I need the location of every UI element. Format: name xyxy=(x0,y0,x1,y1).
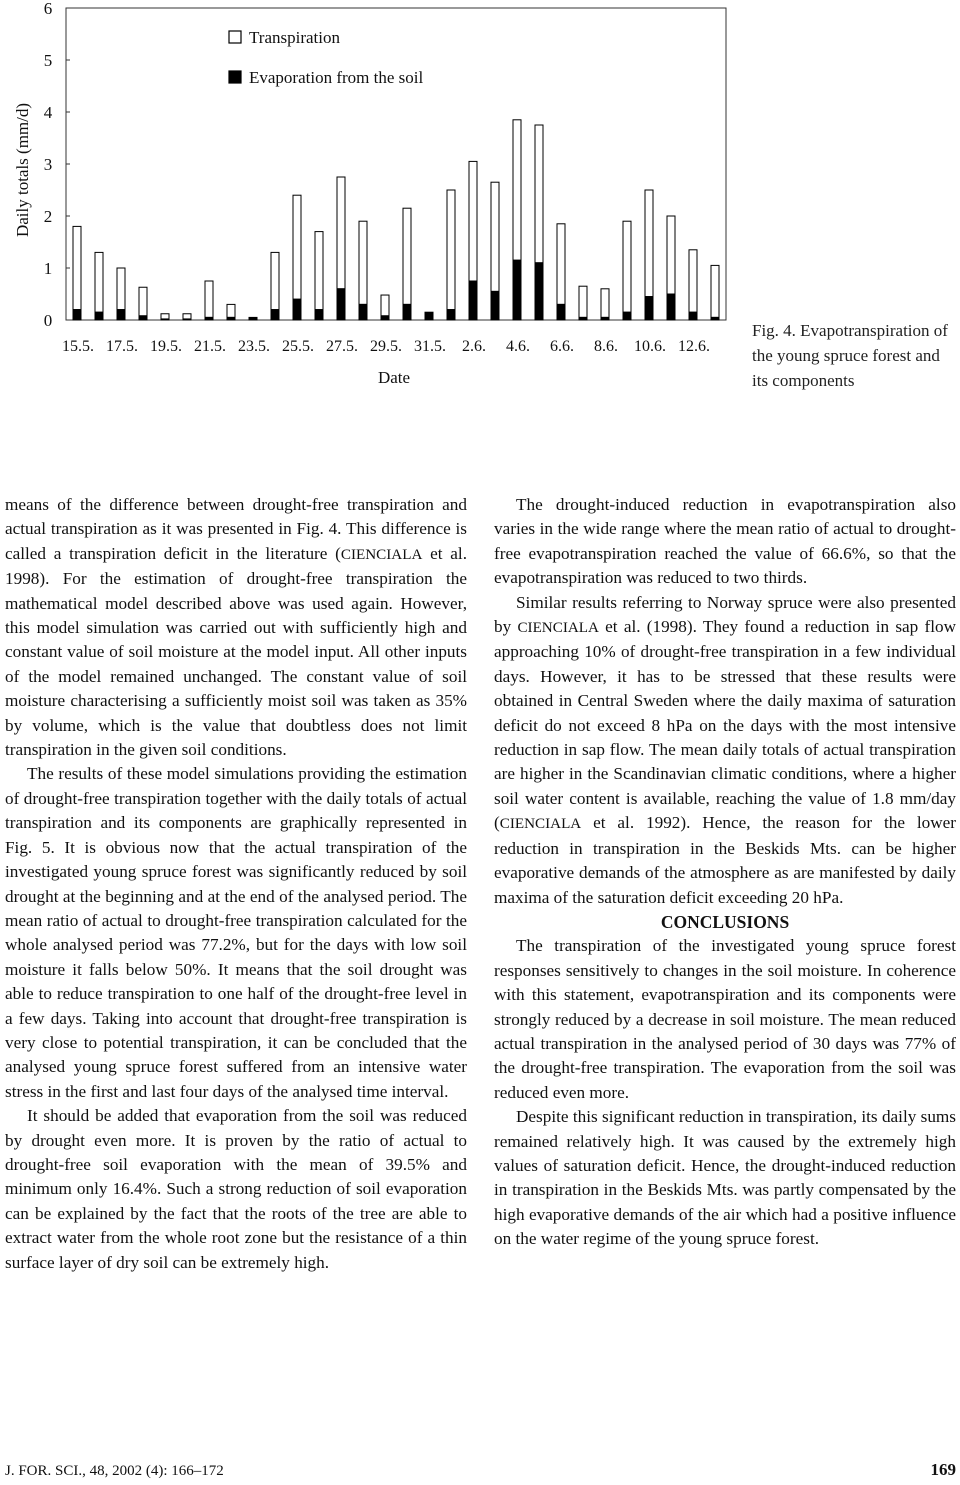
bar-evaporation xyxy=(645,297,653,320)
bar-transpiration xyxy=(73,226,81,309)
x-tick-label: 10.6. xyxy=(634,338,666,355)
bar-transpiration xyxy=(667,216,675,294)
right-paragraph-2: Similar results referring to Norway spruce were also presented by CIENCIALA et al. (1998). They found a reduction in sap flow approaching 10% of drought-free transpiration in a few individual days. However, it has to be stressed that these results were obtained in Central Sweden where the daily maxima of saturation deficit do not exceed 8 hPa on the days with the most intensive reduction in sap flow. The mean daily totals of actual transpiration are higher in the Scandinavian climatic conditions, where a higher soil water content is available, reaching the value of 1.8 mm/day (CIENCIALA et al. 1992). Hence, the reason for the lower reduction in transpiration in the Beskids Mts. can be higher evaporative demands of the atmosphere as are manifested by daily maxima of the saturation deficit exceeding 20 hPa. xyxy=(494,592,956,907)
bar-transpiration xyxy=(205,281,213,317)
x-tick-label: 31.5. xyxy=(414,338,446,355)
bar-evaporation xyxy=(689,312,697,320)
bar-evaporation xyxy=(95,312,103,320)
bar-transpiration xyxy=(513,120,521,260)
right-paragraph-1: The drought-induced reduction in evapotranspiration also varies in the wide range where the mean ratio of actual to drought-free evapotranspiration reached the value of 66.6%, so that the evapotranspiration was reduced to two thirds. xyxy=(494,495,956,588)
x-tick-label: 27.5. xyxy=(326,338,358,355)
bar-evaporation xyxy=(117,310,125,320)
x-tick-label: 17.5. xyxy=(106,338,138,355)
x-tick-label: 2.6. xyxy=(462,338,486,355)
bar-transpiration xyxy=(601,289,609,318)
bar-evaporation xyxy=(205,317,213,320)
x-tick-label: 25.5. xyxy=(282,338,314,355)
figure-caption: Fig. 4. Evapotranspiration of the young spruce forest and its components xyxy=(752,321,948,390)
section-heading-conclusions: CONCLUSIONS xyxy=(660,911,790,932)
bar-evaporation xyxy=(337,289,345,320)
bar-transpiration xyxy=(711,265,719,317)
right-paragraph-4: Despite this significant reduction in transpiration, its daily sums remained relatively high. It was caused by the extremely high values of saturation deficit. Hence, the drought-induced reduction in transpiration in the Beskids Mts. was partly compensated by the high evaporative demands of the air which had a positive influence on the water regime of the young spruce forest. xyxy=(494,1107,956,1249)
bar-transpiration xyxy=(117,268,125,310)
y-tick-label: 3 xyxy=(43,155,53,174)
bar-evaporation xyxy=(579,317,587,320)
bar-transpiration xyxy=(337,177,345,289)
author-name: CIENCIALA xyxy=(499,816,582,833)
y-tick-label: 4 xyxy=(43,103,53,122)
bar-transpiration xyxy=(161,314,169,319)
bar-evaporation xyxy=(73,310,81,320)
y-axis-label: Daily totals (mm/d) xyxy=(13,102,32,238)
bar-evaporation xyxy=(447,310,455,320)
bar-transpiration xyxy=(403,208,411,304)
legend xyxy=(229,28,423,87)
bar-evaporation xyxy=(381,316,389,320)
bar-evaporation xyxy=(293,299,301,320)
bar-transpiration xyxy=(623,221,631,312)
bar-evaporation xyxy=(711,317,719,320)
right-column xyxy=(494,493,956,1252)
bar-transpiration xyxy=(359,221,367,304)
y-tick-label: 0 xyxy=(43,311,53,330)
y-tick-label: 2 xyxy=(43,207,53,226)
bar-evaporation xyxy=(403,304,411,320)
bar-transpiration xyxy=(293,195,301,299)
bars xyxy=(73,120,719,320)
bar-transpiration xyxy=(579,286,587,317)
x-tick-label: 19.5. xyxy=(150,338,182,355)
bar-evaporation xyxy=(139,316,147,320)
x-tick-label: 12.6. xyxy=(678,338,710,355)
bar-transpiration xyxy=(271,252,279,309)
bar-transpiration xyxy=(535,125,543,263)
bar-evaporation xyxy=(667,294,675,320)
left-paragraph-2: The results of these model simulations providing the estimation of drought-free transpiration together with the daily totals of actual transpiration and its components are graphically represented in Fig. 5. It is obvious now that the actual transpiration of the investigated young spruce forest was significantly reduced by soil drought at the beginning and at the end of the analysed period. The mean ratio of actual to drought-free transpiration calculated for the whole analysed period was 77.2%, but for the days with low soil moisture it falls below 50%. It means that the soil drought was able to reduce transpiration to one half of the drought-free level in a few days. Taking into account that drought-free transpiration is very close to potential transpiration, it can be concluded that the analysed young spruce forest suffered from an intensive water stress in the first and last four days of the analysed time interval. xyxy=(5,764,467,1101)
bar-transpiration xyxy=(95,252,103,312)
legend-label-transpiration: Transpiration xyxy=(249,28,340,47)
x-tick-label: 15.5. xyxy=(62,338,94,355)
x-axis xyxy=(62,338,710,355)
right-paragraph-3: The transpiration of the investigated young spruce forest responses sensitively to changes in the soil moisture. In coherence with this statement, evapotranspiration and its components were strongly reduced by a decrease in soil moisture. The mean reduced actual transpiration in the analysed period of 30 days was 77% of the drought-free transpiration. The evaporation from the soil was reduced even more. xyxy=(494,936,956,1102)
x-tick-label: 4.6. xyxy=(506,338,530,355)
bar-transpiration xyxy=(381,295,389,316)
bar-evaporation xyxy=(469,281,477,320)
legend-swatch-evaporation xyxy=(229,71,241,83)
bar-evaporation xyxy=(491,291,499,320)
page-number: 169 xyxy=(930,1460,956,1479)
x-tick-label: 8.6. xyxy=(594,338,618,355)
bar-transpiration xyxy=(139,287,147,316)
bar-evaporation xyxy=(161,319,169,320)
left-paragraph-1: means of the difference between drought-free transpiration and actual transpiration as it was presented in Fig. 4. This difference is called a transpiration deficit in the literature (CIENCIALA et al. 1998). For the estimation of drought-free transpiration the mathematical model described above was used again. However, this model simulation was carried out with sufficiently high and constant value of soil moisture at the model input. All other inputs of the model remained unchanged. The constant value of soil moisture characterising a sufficiently moist soil was taken as 35% by volume, which is the value that doubtless does not limit transpiration in the given soil conditions. xyxy=(5,495,468,760)
x-axis-label: Date xyxy=(377,368,411,387)
x-tick-label: 21.5. xyxy=(194,338,226,355)
bar-transpiration xyxy=(557,224,565,305)
bar-transpiration xyxy=(315,232,323,310)
bar-evaporation xyxy=(535,263,543,320)
bar-evaporation xyxy=(557,304,565,320)
y-tick-label: 1 xyxy=(43,259,53,278)
x-tick-label: 29.5. xyxy=(370,338,402,355)
bar-transpiration xyxy=(645,190,653,297)
bar-transpiration xyxy=(469,161,477,281)
bar-evaporation xyxy=(249,317,257,320)
bar-evaporation xyxy=(601,317,609,320)
x-tick-label: 6.6. xyxy=(550,338,574,355)
left-column xyxy=(5,493,467,1275)
bar-transpiration xyxy=(689,250,697,312)
legend-swatch-transpiration xyxy=(229,31,241,43)
bar-transpiration xyxy=(183,314,191,319)
bar-evaporation xyxy=(623,312,631,320)
bar-evaporation xyxy=(271,310,279,320)
y-tick-label: 5 xyxy=(43,51,53,70)
bar-transpiration xyxy=(447,190,455,310)
author-name: CIENCIALA xyxy=(517,620,599,637)
x-tick-label: 23.5. xyxy=(238,338,270,355)
bar-evaporation xyxy=(183,319,191,320)
bar-evaporation xyxy=(425,312,433,320)
bar-evaporation xyxy=(227,317,235,320)
y-tick-label: 6 xyxy=(43,0,53,18)
journal-citation: J. FOR. SCI., 48, 2002 (4): 166–172 xyxy=(5,1463,224,1479)
bar-evaporation xyxy=(359,304,367,320)
left-paragraph-3: It should be added that evaporation from the soil was reduced by drought even more. It is proven by the ratio of actual to drought-free soil evaporation with the mean of 39.5% and minimum only 16.4%. Such a strong reduction of soil evaporation can be explained by the fact that the roots of the tree are able to extract water from the whole root zone but the resistance of a thin surface layer of dry soil can be extremely high. xyxy=(5,1106,467,1272)
author-name: CIENCIALA xyxy=(340,546,423,563)
bar-evaporation xyxy=(315,310,323,320)
bar-evaporation xyxy=(513,260,521,320)
legend-label-evaporation: Evaporation from the soil xyxy=(249,68,424,87)
bar-transpiration xyxy=(491,182,499,291)
bar-transpiration xyxy=(227,304,235,317)
